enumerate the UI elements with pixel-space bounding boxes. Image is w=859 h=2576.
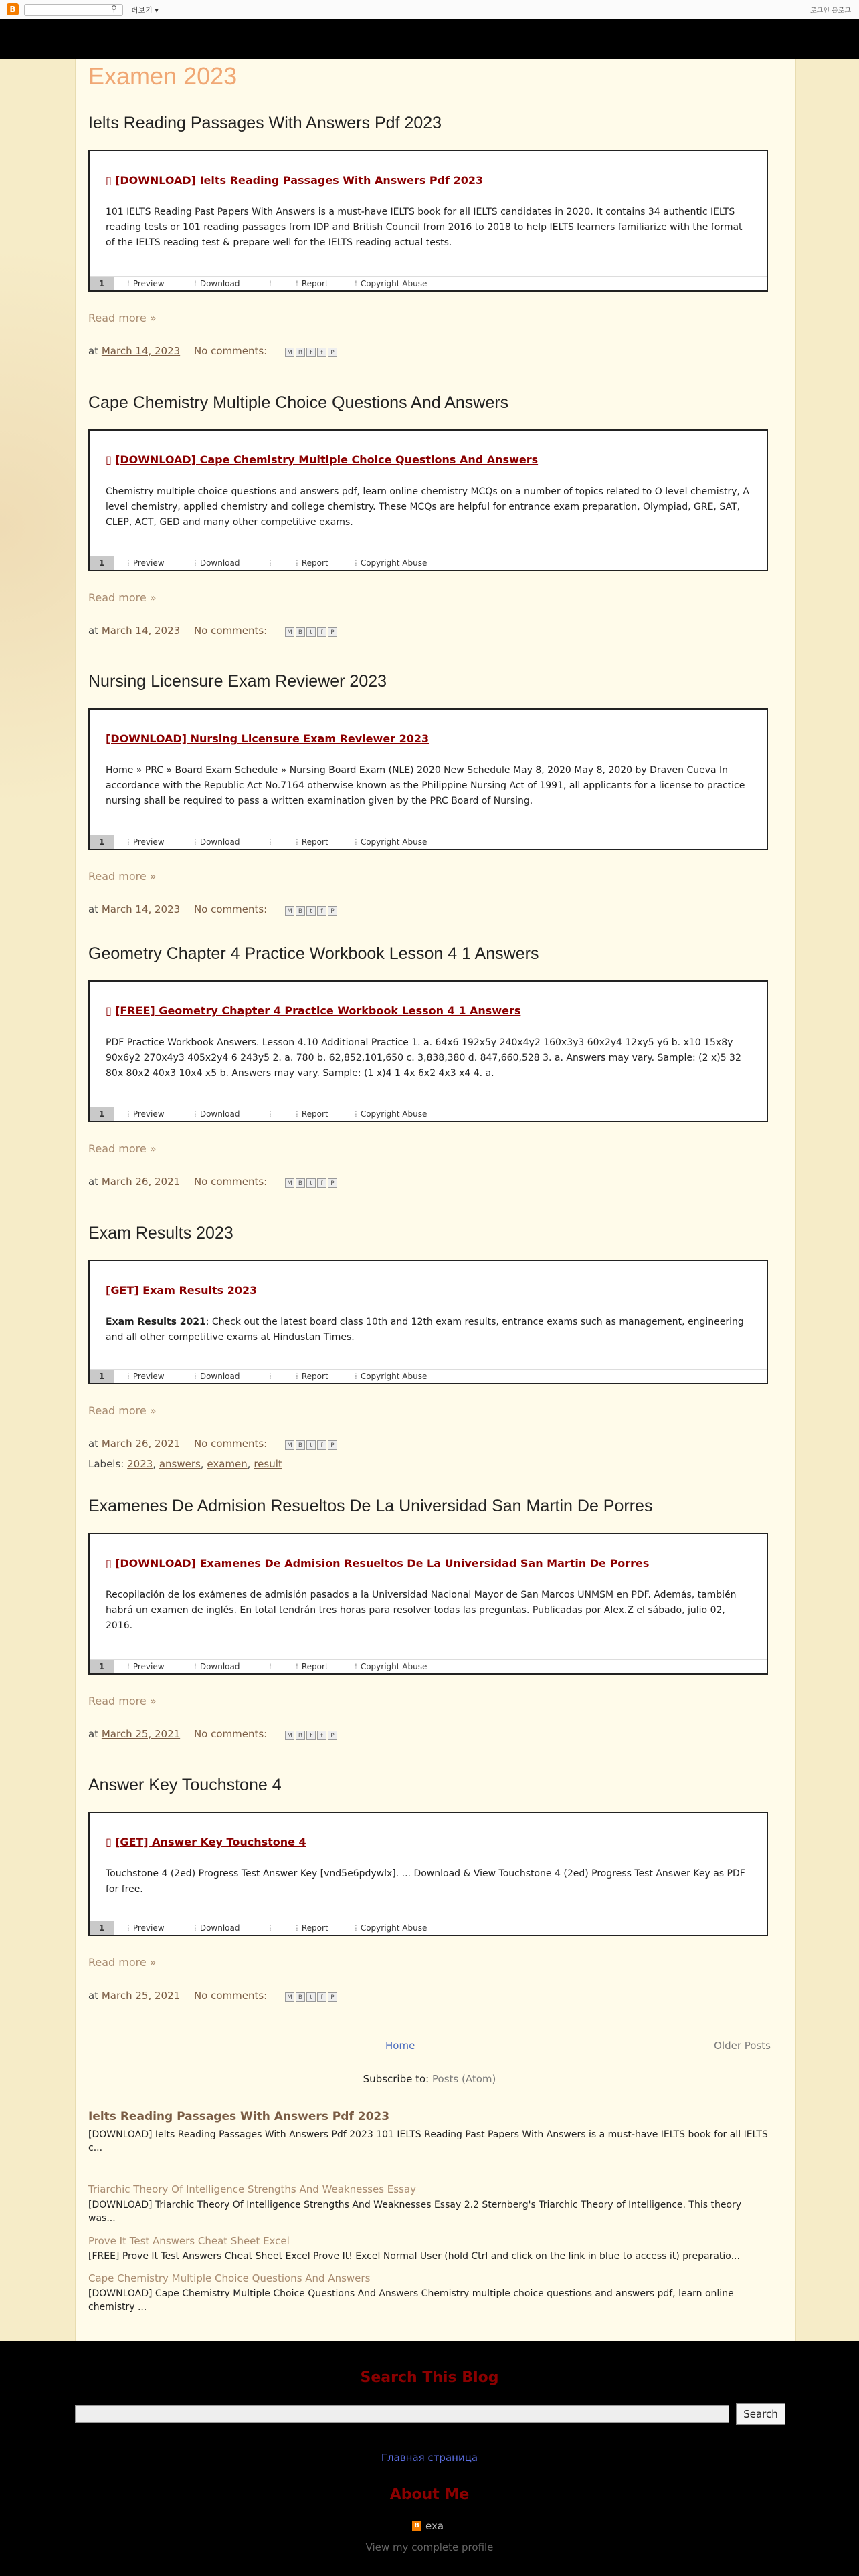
comments-link[interactable]: No comments: (193, 1176, 268, 1188)
at-label: at (88, 1728, 99, 1740)
post-title[interactable]: Cape Chemistry Multiple Choice Questions And Answers (88, 393, 509, 412)
download-button[interactable]: ⁞ Download (194, 1109, 240, 1119)
header-band (0, 19, 859, 59)
post-description: Exam Results 2021: Check out the latest board class 10th and 12th exam results, entrance exams such as management, engineering and all other competitive exams at Hindustan Times. (106, 1317, 744, 1343)
email-share-icon[interactable]: M (285, 1178, 294, 1188)
separator-icon: ⁞ (269, 1109, 272, 1119)
copyright-abuse-button[interactable]: ⁞ Copyright Abuse (355, 1372, 427, 1381)
post-title[interactable]: Answer Key Touchstone 4 (88, 1776, 282, 1794)
embed-toolbar (90, 1107, 767, 1121)
post-title[interactable]: Exam Results 2023 (88, 1224, 233, 1243)
at-label: at (88, 1990, 99, 2002)
post-meta (88, 345, 267, 357)
email-share-icon[interactable]: M (285, 627, 294, 637)
email-share-icon[interactable]: M (285, 906, 294, 916)
report-button[interactable]: ⁞ Report (296, 1372, 328, 1381)
post-description: Chemistry multiple choice questions and answers pdf, learn online chemistry MCQs on a number of topics related to O level chemistry, A level chemistry, applied chemistry and college chemistry. These MCQs are helpful for entrance exam preparation, Olympiad, GRE, SAT, CLEP, ACT, GED and many other competitive exams. (106, 486, 749, 528)
post-meta (88, 1990, 267, 2002)
top-navbar (0, 0, 859, 19)
facebook-share-icon[interactable]: f (317, 627, 326, 637)
file-icon: ▯ (106, 1836, 112, 1848)
at-label: at (88, 345, 99, 357)
comments-link[interactable]: No comments: (193, 345, 268, 357)
blogger-profile-icon: B (412, 2521, 421, 2531)
page-number: 1 (90, 835, 114, 849)
at-label: at (88, 1176, 99, 1188)
embed-toolbar (90, 1659, 767, 1673)
navbar-create-blog-link[interactable]: 블로그 (832, 7, 851, 15)
navbar-signin-link[interactable]: 로그인 (810, 7, 830, 15)
blogthis-icon[interactable]: B (296, 627, 305, 637)
post-description: Recopilación de los exámenes de admisión pasados a la Universidad Nacional Mayor de San Marcos UNMSM en PDF. Además, también habrá un examen de inglés. En total tendrán tres horas para resolver todas las preguntas. Publicadas por Alex.Z el sábado, julio 02, 2016. (106, 1590, 737, 1631)
embed-toolbar (90, 835, 767, 849)
post-meta (88, 1728, 267, 1740)
post-description: Home » PRC » Board Exam Schedule » Nursing Board Exam (NLE) 2020 New Schedule May 8, 2020 May 8, 2020 by Draven Cueva In accordance with the Republic Act No.7164 otherwise known as the Philippine Nursing Act of 1991, all applicants for a license to practice nursing shall be required to pass a written examination given by the PRC Board of Nursing. (106, 765, 745, 807)
separator-icon: ⁞ (269, 1662, 272, 1671)
report-button[interactable]: ⁞ Report (296, 1923, 328, 1933)
download-button[interactable]: ⁞ Download (194, 1662, 240, 1671)
share-buttons (285, 1440, 337, 1450)
comments-link[interactable]: No comments: (193, 1990, 268, 2002)
search-icon[interactable]: ⚲ (111, 4, 117, 13)
embed-box (88, 1260, 768, 1384)
search-heading: Search This Blog (360, 2369, 499, 2386)
separator-icon: ⁞ (269, 1923, 272, 1933)
label-link[interactable]: examen (207, 1458, 248, 1470)
pinterest-share-icon[interactable]: P (328, 1178, 337, 1188)
blogthis-icon[interactable]: B (296, 1178, 305, 1188)
preview-button[interactable]: ⁞ Preview (127, 279, 165, 288)
comments-link[interactable]: No comments: (193, 1438, 268, 1450)
footer-home-link[interactable]: Главная страница (381, 2452, 478, 2464)
search-button[interactable]: Search (736, 2403, 785, 2425)
read-more-link[interactable]: Read more » (88, 1956, 157, 1969)
twitter-share-icon[interactable]: t (306, 906, 316, 916)
popular-post-title[interactable]: Ielts Reading Passages With Answers Pdf 2023 (88, 2110, 390, 2123)
share-buttons (285, 906, 337, 916)
email-share-icon[interactable]: M (285, 1440, 294, 1450)
embed-toolbar (90, 276, 767, 290)
copyright-abuse-button[interactable]: ⁞ Copyright Abuse (355, 1662, 427, 1671)
comments-link[interactable]: No comments: (193, 903, 268, 916)
file-icon: ▯ (106, 1004, 112, 1017)
share-buttons (285, 348, 337, 357)
download-link[interactable]: ▯ [DOWNLOAD] Examenes De Admision Resueltos De La Universidad San Martin De Porres (106, 1557, 650, 1570)
preview-button[interactable]: ⁞ Preview (127, 1109, 165, 1119)
share-buttons (285, 627, 337, 637)
report-button[interactable]: ⁞ Report (296, 558, 328, 568)
twitter-share-icon[interactable]: t (306, 627, 316, 637)
post-title[interactable]: Geometry Chapter 4 Practice Workbook Lesson 4 1 Answers (88, 944, 539, 963)
page-number: 1 (90, 1921, 114, 1935)
label-link[interactable]: answers (159, 1458, 201, 1470)
embed-box (88, 708, 768, 850)
post-date-link[interactable]: March 14, 2023 (101, 903, 181, 916)
comments-link[interactable]: No comments: (193, 625, 268, 637)
blogthis-icon[interactable]: B (296, 1731, 305, 1740)
read-more-link[interactable]: Read more » (88, 312, 157, 324)
post-meta (88, 1176, 267, 1188)
pinterest-share-icon[interactable]: P (328, 1731, 337, 1740)
facebook-share-icon[interactable]: f (317, 348, 326, 357)
email-share-icon[interactable]: M (285, 1992, 294, 2002)
pinterest-share-icon[interactable]: P (328, 348, 337, 357)
post-description: 101 IELTS Reading Past Papers With Answers is a must-have IELTS book for all IELTS candidates in 2020. It contains 34 authentic IELTS reading tests or 101 reading passages from IDP and British Council from 2016 to 2018 to help IELTS learners familiarize with the format of the IELTS reading test & prepare well for the IELTS reading actual tests. (106, 207, 743, 248)
atom-feed-link[interactable]: Posts (Atom) (432, 2073, 496, 2085)
post-labels: Labels: 2023, answers, examen, result (88, 1458, 282, 1470)
copyright-abuse-button[interactable]: ⁞ Copyright Abuse (355, 1109, 427, 1119)
preview-button[interactable]: ⁞ Preview (127, 837, 165, 847)
report-button[interactable]: ⁞ Report (296, 1662, 328, 1671)
separator-icon: ⁞ (269, 1372, 272, 1381)
popular-post-snippet: [DOWNLOAD] Triarchic Theory Of Intelligence Strengths And Weaknesses Essay 2.2 Sternberg's Triarchic Theory of Intelligence. This theory was... (88, 2199, 742, 2224)
report-button[interactable]: ⁞ Report (296, 279, 328, 288)
page-number: 1 (90, 1370, 114, 1383)
read-more-link[interactable]: Read more » (88, 1695, 157, 1707)
download-button[interactable]: ⁞ Download (194, 279, 240, 288)
popular-post-snippet: [DOWNLOAD] Cape Chemistry Multiple Choice Questions And Answers Chemistry multiple choice questions and answers pdf, learn online chemistry ... (88, 2288, 734, 2313)
pinterest-share-icon[interactable]: P (328, 1440, 337, 1450)
pinterest-share-icon[interactable]: P (328, 1992, 337, 2002)
post-date-link[interactable]: March 14, 2023 (101, 625, 181, 637)
read-more-link[interactable]: Read more » (88, 591, 157, 604)
facebook-share-icon[interactable]: f (317, 1178, 326, 1188)
share-buttons (285, 1178, 337, 1188)
at-label: at (88, 903, 99, 916)
subscribe-label: Subscribe to: (363, 2073, 430, 2085)
embed-box (88, 1533, 768, 1675)
at-label: at (88, 625, 99, 637)
download-link[interactable]: ▯ [FREE] Geometry Chapter 4 Practice Workbook Lesson 4 1 Answers (106, 1004, 521, 1017)
page-number: 1 (90, 556, 114, 570)
facebook-share-icon[interactable]: f (317, 1440, 326, 1450)
post-title[interactable]: Nursing Licensure Exam Reviewer 2023 (88, 672, 387, 691)
email-share-icon[interactable]: M (285, 348, 294, 357)
download-button[interactable]: ⁞ Download (194, 1372, 240, 1381)
email-share-icon[interactable]: M (285, 1731, 294, 1740)
post-description: Touchstone 4 (2ed) Progress Test Answer Key [vnd5e6pdywlx]. ... Download & View Touchstone 4 (2ed) Progress Test Answer Key as PDF for free. (106, 1868, 745, 1895)
twitter-share-icon[interactable]: t (306, 1178, 316, 1188)
post-date-link[interactable]: March 25, 2021 (101, 1728, 181, 1740)
file-icon: ▯ (106, 1557, 112, 1570)
preview-button[interactable]: ⁞ Preview (127, 558, 165, 568)
facebook-share-icon[interactable]: f (317, 1731, 326, 1740)
label-link[interactable]: 2023 (127, 1458, 153, 1470)
file-icon: ▯ (106, 174, 112, 187)
blog-title[interactable]: Examen 2023 (88, 62, 237, 90)
embed-box (88, 980, 768, 1122)
post-date-link[interactable]: March 26, 2021 (101, 1438, 181, 1450)
pinterest-share-icon[interactable]: P (328, 627, 337, 637)
download-link[interactable]: ▯ [GET] Answer Key Touchstone 4 (106, 1836, 306, 1848)
download-button[interactable]: ⁞ Download (194, 558, 240, 568)
label-link[interactable]: result (254, 1458, 282, 1470)
embed-toolbar (90, 556, 767, 570)
share-buttons (285, 1731, 337, 1740)
facebook-share-icon[interactable]: f (317, 1992, 326, 2002)
page-number: 1 (90, 277, 114, 290)
page-number: 1 (90, 1660, 114, 1673)
embed-box (88, 429, 768, 571)
copyright-abuse-button[interactable]: ⁞ Copyright Abuse (355, 279, 427, 288)
navbar-search-input[interactable] (24, 4, 123, 16)
read-more-link[interactable]: Read more » (88, 1404, 157, 1417)
navbar-more-button[interactable]: 더보기 ▾ (131, 6, 159, 15)
page-number: 1 (90, 1107, 114, 1121)
post-title[interactable]: Ielts Reading Passages With Answers Pdf 2023 (88, 114, 442, 132)
post-date-link[interactable]: March 14, 2023 (101, 345, 181, 357)
separator-icon: ⁞ (269, 279, 272, 288)
view-profile-link[interactable]: View my complete profile (365, 2541, 494, 2553)
profile-name-link[interactable]: exa (425, 2520, 444, 2532)
embed-box (88, 150, 768, 292)
popular-post-snippet: [FREE] Prove It Test Answers Cheat Sheet Excel Prove It! Excel Normal User (hold Ctrl and click on the link in blue to access it) preparatio... (88, 2251, 740, 2262)
embed-toolbar (90, 1921, 767, 1935)
share-buttons (285, 1992, 337, 2002)
twitter-share-icon[interactable]: t (306, 1440, 316, 1450)
download-link[interactable]: ▯ [DOWNLOAD] Cape Chemistry Multiple Choice Questions And Answers (106, 453, 539, 466)
blogthis-icon[interactable]: B (296, 906, 305, 916)
file-icon: ▯ (106, 453, 112, 466)
read-more-link[interactable]: Read more » (88, 1142, 157, 1155)
blogthis-icon[interactable]: B (296, 1992, 305, 2002)
separator-icon: ⁞ (269, 558, 272, 568)
post-meta (88, 903, 267, 916)
home-link[interactable]: Home (385, 2040, 415, 2052)
blogthis-icon[interactable]: B (296, 348, 305, 357)
facebook-share-icon[interactable]: f (317, 906, 326, 916)
report-button[interactable]: ⁞ Report (296, 837, 328, 847)
blogthis-icon[interactable]: B (296, 1440, 305, 1450)
separator-icon: ⁞ (269, 837, 272, 847)
preview-button[interactable]: ⁞ Preview (127, 1923, 165, 1933)
popular-post-title[interactable]: Prove It Test Answers Cheat Sheet Excel (88, 2235, 290, 2247)
post-meta (88, 625, 267, 637)
blog-search-input[interactable] (75, 2405, 729, 2423)
preview-button[interactable]: ⁞ Preview (127, 1372, 165, 1381)
preview-button[interactable]: ⁞ Preview (127, 1662, 165, 1671)
download-link[interactable]: ▯ [DOWNLOAD] Ielts Reading Passages With Answers Pdf 2023 (106, 174, 484, 187)
twitter-share-icon[interactable]: t (306, 1992, 316, 2002)
popular-post-snippet: [DOWNLOAD] Ielts Reading Passages With Answers Pdf 2023 101 IELTS Reading Past Papers With Answers is a must-have IELTS book for all IELTS c... (88, 2129, 768, 2153)
copyright-abuse-button[interactable]: ⁞ Copyright Abuse (355, 558, 427, 568)
popular-post-title[interactable]: Cape Chemistry Multiple Choice Questions And Answers (88, 2272, 371, 2284)
post-meta (88, 1438, 267, 1450)
download-link[interactable]: [GET] Exam Results 2023 (106, 1284, 258, 1297)
copyright-abuse-button[interactable]: ⁞ Copyright Abuse (355, 837, 427, 847)
copyright-abuse-button[interactable]: ⁞ Copyright Abuse (355, 1923, 427, 1933)
post-date-link[interactable]: March 26, 2021 (101, 1176, 181, 1188)
download-button[interactable]: ⁞ Download (194, 1923, 240, 1933)
subscribe-line (88, 2073, 771, 2085)
post-description: PDF Practice Workbook Answers. Lesson 4.10 Additional Practice 1. a. 64x6 192x5y 240x4y2 160x3y3 60x2y4 12xy5 y6 b. x10 15x8y 90x6y2 270x4y3 405x2y4 6 243y5 2. a. 780 b. 62,852,101,650 c. 3,838,380 d. 847,660,528 3. a. Answers may vary. Sample: (2 x)5 32 80x 80x2 40x3 10x4 x5 b. Answers may vary. Sample: (1 x)4 1 4x 6x2 4x3 x4 4. a. (106, 1037, 741, 1079)
report-button[interactable]: ⁞ Report (296, 1109, 328, 1119)
labels-prefix: Labels: (88, 1458, 124, 1470)
blogger-logo-icon[interactable]: B (7, 3, 19, 15)
twitter-share-icon[interactable]: t (306, 348, 316, 357)
older-posts-link[interactable]: Older Posts (714, 2040, 771, 2052)
download-link[interactable]: [DOWNLOAD] Nursing Licensure Exam Reviewer 2023 (106, 732, 430, 745)
twitter-share-icon[interactable]: t (306, 1731, 316, 1740)
embed-box (88, 1812, 768, 1936)
comments-link[interactable]: No comments: (193, 1728, 268, 1740)
post-title[interactable]: Examenes De Admision Resueltos De La Universidad San Martin De Porres (88, 1497, 653, 1515)
at-label: at (88, 1438, 99, 1450)
pinterest-share-icon[interactable]: P (328, 906, 337, 916)
about-heading: About Me (389, 2486, 470, 2503)
post-date-link[interactable]: March 25, 2021 (101, 1990, 181, 2002)
read-more-link[interactable]: Read more » (88, 870, 157, 883)
popular-post-title[interactable]: Triarchic Theory Of Intelligence Strengths And Weaknesses Essay (88, 2183, 416, 2195)
embed-toolbar (90, 1369, 767, 1383)
download-button[interactable]: ⁞ Download (194, 837, 240, 847)
